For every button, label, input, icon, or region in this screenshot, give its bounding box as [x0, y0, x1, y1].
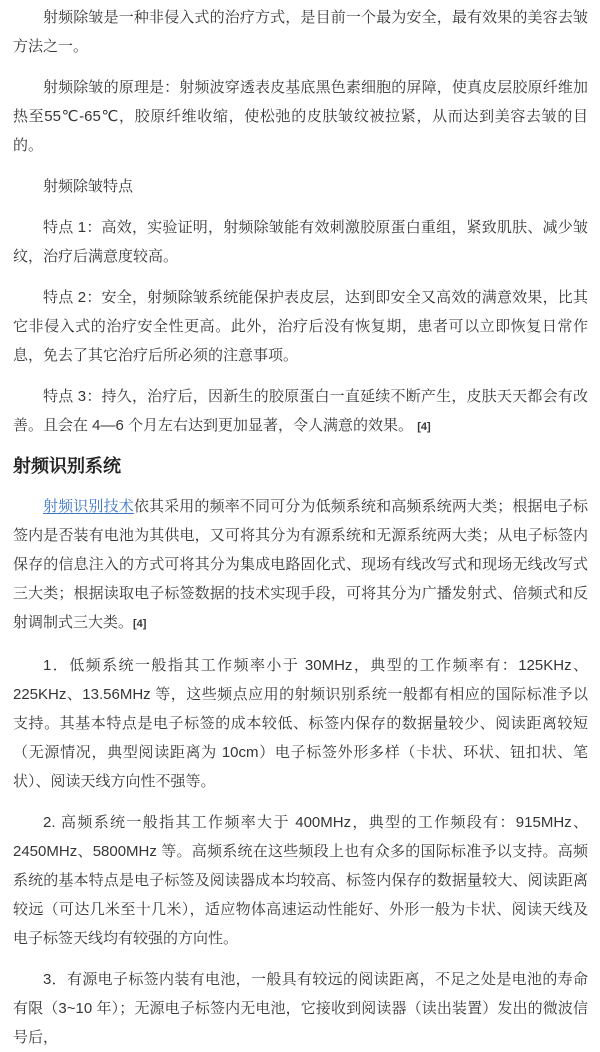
text-run: 1．低频系统一般指其工作频率小于 30MHz，典型的工作频率有：125KHz、225KHz、13.56MHz 等，这些频点应用的射频识别系统一般都有相应的国际标准予以支持。其基本特点是电子标签的成本较低、标签内保存的数据量较少、阅读距离较短（无源情况，典型阅读距离为 10cm）电子标签外形多样（卡状、环状、钮扣状、笔状）、阅读天线方向性不强等。: [13, 657, 588, 790]
intro-paragraph: [13, 3, 588, 61]
feature-1-paragraph: [13, 213, 588, 271]
text-run: 2. 高频系统一般指其工作频率大于 400MHz，典型的工作频段有：915MHz、2450MHz、5800MHz 等。高频系统在这些频段上也有众多的国际标准予以支持。高频系统的基本特点是电子标签及阅读器成本均较高、标签内保存的数据量较大、阅读距离较远（可达几米至十几米），适应物体高速运动性能好、外形一般为卡状、阅读天线及电子标签天线均有较强的方向性。: [13, 814, 588, 947]
high-frequency-paragraph: [13, 808, 588, 953]
text-run: 射频识别系统: [13, 456, 121, 476]
text-run: 依其采用的频率不同可分为低频系统和高频系统两大类；根据电子标签内是否装有电池为其供电，又可将其分为有源系统和无源系统两大类；从电子标签内保存的信息注入的方式可将其分为集成电路固化式、现场有线改写式和现场无线改写式三大类；根据读取电子标签数据的技术实现手段，可将其分为广播发射式、倍频式和反射调制式三大类。: [13, 498, 588, 631]
text-run: 特点 3：持久，治疗后，因新生的胶原蛋白一直延续不断产生，皮肤天天都会有改善。且会在 4—6 个月左右达到更加显著，令人满意的效果。: [13, 388, 588, 434]
rfid-classification-paragraph: [13, 492, 588, 639]
text-run: 射频除皱特点: [43, 178, 134, 195]
citation-ref: [4]: [417, 421, 431, 433]
feature-3-paragraph: [13, 382, 588, 442]
text-run: 特点 2：安全，射频除皱系统能保护表皮层，达到即安全又高效的满意效果，比其它非侵入式的治疗安全性更高。此外，治疗后没有恢复期，患者可以立即恢复日常作息，免去了其它治疗后所必须的注意事项。: [13, 289, 588, 364]
text-run: 特点 1：高效，实验证明，射频除皱能有效刺激胶原蛋白重组，紧致肌肤、减少皱纹，治疗后满意度较高。: [13, 219, 588, 265]
rfid-system-heading: [13, 454, 588, 478]
text-run: 3．有源电子标签内装有电池，一般具有较远的阅读距离，不足之处是电池的寿命有限（3~10 年）；无源电子标签内无电池，它接收到阅读器（读出装置）发出的微波信号后，: [13, 971, 588, 1046]
principle-paragraph: [13, 73, 588, 160]
feature-2-paragraph: [13, 283, 588, 370]
citation-ref: [4]: [133, 618, 147, 630]
rfid-technology-link[interactable]: 射频识别技术: [43, 498, 134, 515]
low-frequency-paragraph: [13, 651, 588, 796]
text-run: 射频除皱的原理是：射频波穿透表皮基底黑色素细胞的屏障，使真皮层胶原纤维加热至55℃-65℃，胶原纤维收缩，使松弛的皮肤皱纹被拉紧，从而达到美容去皱的目的。: [13, 79, 588, 154]
active-passive-tag-paragraph: [13, 965, 588, 1052]
text-run: 射频除皱是一种非侵入式的治疗方式，是目前一个最为安全，最有效果的美容去皱方法之一。: [13, 9, 588, 55]
features-title: [13, 172, 588, 201]
